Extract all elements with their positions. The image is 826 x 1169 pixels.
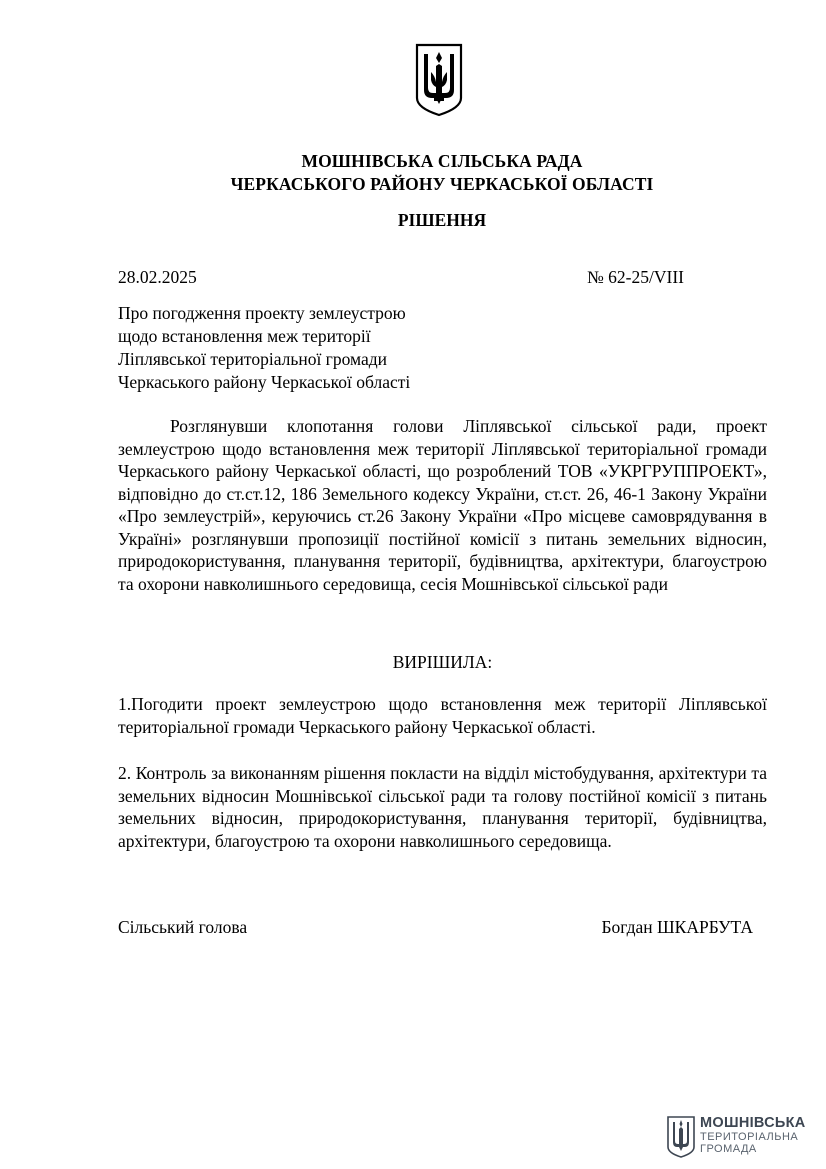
logo-line-3: ГРОМАДА	[700, 1143, 757, 1155]
document-date: 28.02.2025	[118, 267, 197, 287]
trident-icon	[414, 42, 464, 118]
logo-line-2: ТЕРИТОРІАЛЬНА	[700, 1131, 799, 1143]
resolved-heading: ВИРІШИЛА:	[392, 652, 493, 672]
signatory-role: Сільський голова	[118, 917, 248, 937]
document-number: № 62-25/VIII	[587, 267, 684, 287]
council-name: МОШНІВСЬКА СІЛЬСЬКА РАДА	[301, 151, 583, 171]
subject-line: Ліплявської територіальної громади	[118, 349, 388, 369]
resolution-item-1: 1.Погодити проект землеустрою щодо встановлення меж території Ліплявської територіальної громади Черкаського району Черкаської області.	[118, 694, 767, 737]
district-name: ЧЕРКАСЬКОГО РАЙОНУ ЧЕРКАСЬКОЇ ОБЛАСТІ	[230, 174, 654, 194]
signatory-name: Богдан ШКАРБУТА	[601, 917, 753, 937]
subject-line: Черкаського району Черкаської області	[118, 372, 411, 392]
logo-line-1: МОШНІВСЬКА	[700, 1115, 806, 1131]
document-subject	[118, 302, 518, 394]
logo-text	[700, 1116, 806, 1155]
document-type: РІШЕННЯ	[397, 210, 487, 230]
subject-line: щодо встановлення меж території	[118, 326, 371, 346]
community-logo	[666, 1115, 806, 1161]
resolution-item-2: 2. Контроль за виконанням рішення покласти на відділ містобудування, архітектури та земельних відносин Мошнівської сільської ради та голову постійної комісії з питань земельних відносин, природокористування, планування території, будівництва, архітектури, благоустрою та охорони навколишнього середовища.	[118, 763, 767, 851]
preamble-paragraph: Розглянувши клопотання голови Ліплявської сільської ради, проект землеустрою щодо встановлення меж території Ліплявської територіальної громади Черкаського району Черкаської області, що розроблений ТОВ «УКРГРУППРОЕКТ», відповідно до ст.ст.12, 186 Земельного кодексу України, ст.ст. 26, 46-1 Закону України «Про землеустрій», керуючись ст.26 Закону України «Про місцеве самоврядування в Україні» розглянувши пропозиції постійної комісії з питань земельних відносин, природокористування, планування території, будівництва, архітектури, благоустрою та охорони навколишнього середовища, сесія Мошнівської сільської ради	[118, 416, 767, 594]
subject-line: Про погодження проекту землеустрою	[118, 303, 406, 323]
trident-icon	[666, 1115, 696, 1159]
